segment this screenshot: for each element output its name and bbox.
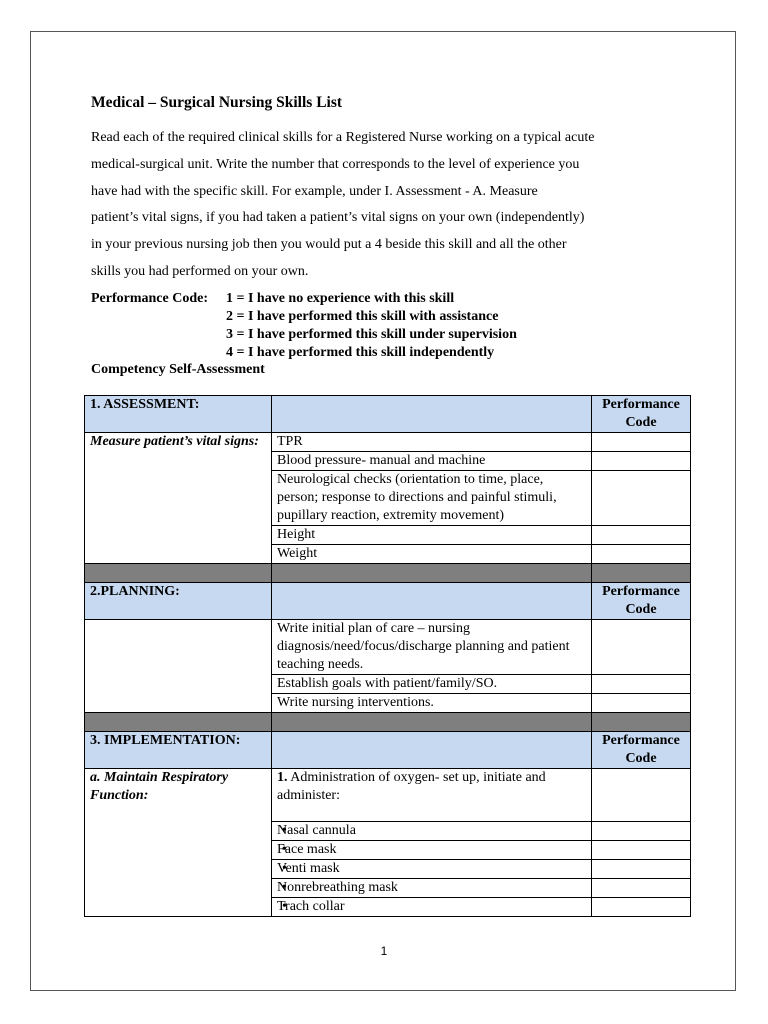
bullet-item: • Face mask [272, 841, 592, 860]
section-header-planning [85, 583, 691, 620]
intro-paragraph [91, 125, 651, 286]
performance-code-header: Performance Code [592, 583, 691, 620]
document-title: Medical – Surgical Nursing Skills List [91, 94, 343, 111]
code-1: 1 = I have no experience with this skill [226, 291, 455, 306]
skill-label: Height [272, 526, 592, 545]
skill-label: Write nursing interventions. [272, 694, 592, 713]
category-label: a. Maintain Respiratory Function: [85, 769, 272, 917]
performance-code-label: Performance Code: [91, 291, 209, 306]
table-row [85, 433, 691, 452]
skill-item [272, 769, 592, 822]
table-row [85, 620, 691, 675]
competency-heading: Competency Self-Assessment [91, 362, 265, 377]
code-entry-cell[interactable] [592, 452, 691, 471]
bullet-item: • Nonrebreathing mask [272, 879, 592, 898]
section-title: 2.PLANNING: [85, 583, 272, 620]
bullet-item: • Nasal cannula [272, 822, 592, 841]
page-number: 1 [380, 944, 388, 958]
code-2: 2 = I have performed this skill with assistance [226, 309, 499, 324]
skill-label: Establish goals with patient/family/SO. [272, 675, 592, 694]
skill-label: TPR [272, 433, 592, 452]
code-entry-cell[interactable] [592, 879, 691, 898]
intro-line: have had with the specific skill. For example, under I. Assessment - A. Measure [91, 183, 538, 199]
section-header-assessment [85, 396, 691, 433]
skills-table [84, 395, 691, 917]
code-entry-cell[interactable] [592, 769, 691, 822]
skill-label: Weight [272, 545, 592, 564]
code-entry-cell[interactable] [592, 694, 691, 713]
category-label: Measure patient’s vital signs: [85, 433, 272, 564]
intro-line: medical-surgical unit. Write the number that corresponds to the level of experience you [91, 156, 580, 172]
intro-line: in your previous nursing job then you would put a 4 beside this skill and all the other [91, 237, 567, 253]
intro-line: skills you had performed on your own. [91, 263, 309, 279]
section-title: 1. ASSESSMENT: [85, 396, 272, 433]
item-number: 1. [277, 770, 288, 785]
code-entry-cell[interactable] [592, 526, 691, 545]
code-entry-cell[interactable] [592, 545, 691, 564]
code-entry-cell[interactable] [592, 620, 691, 675]
section-separator [85, 713, 691, 732]
code-4: 4 = I have performed this skill independently [226, 345, 495, 360]
performance-code-header: Performance Code [592, 396, 691, 433]
section-separator [85, 564, 691, 583]
section-title: 3. IMPLEMENTATION: [85, 732, 272, 769]
code-entry-cell[interactable] [592, 841, 691, 860]
performance-code-legend [91, 290, 517, 362]
performance-code-header: Performance Code [592, 732, 691, 769]
skill-label: Administration of oxygen- set up, initiate and administer: [277, 770, 546, 803]
skill-label: Neurological checks (orientation to time, place, person; response to directions and painful stimuli, pupillary reaction, extremity movement) [272, 471, 592, 526]
intro-line: patient’s vital signs, if you had taken a patient’s vital signs on your own (independently) [91, 210, 585, 226]
code-entry-cell[interactable] [592, 675, 691, 694]
skill-label: Blood pressure- manual and machine [272, 452, 592, 471]
code-entry-cell[interactable] [592, 433, 691, 452]
code-entry-cell[interactable] [592, 860, 691, 879]
skill-label: Write initial plan of care – nursing diagnosis/need/focus/discharge planning and patient teaching needs. [272, 620, 592, 675]
section-header-implementation [85, 732, 691, 769]
table-row [85, 769, 691, 822]
code-3: 3 = I have performed this skill under supervision [226, 327, 517, 342]
intro-line: Read each of the required clinical skills for a Registered Nurse working on a typical acute [91, 130, 595, 145]
bullet-item: • Trach collar [272, 898, 592, 917]
bullet-item: • Venti mask [272, 860, 592, 879]
code-entry-cell[interactable] [592, 898, 691, 917]
code-entry-cell[interactable] [592, 471, 691, 526]
code-entry-cell[interactable] [592, 822, 691, 841]
